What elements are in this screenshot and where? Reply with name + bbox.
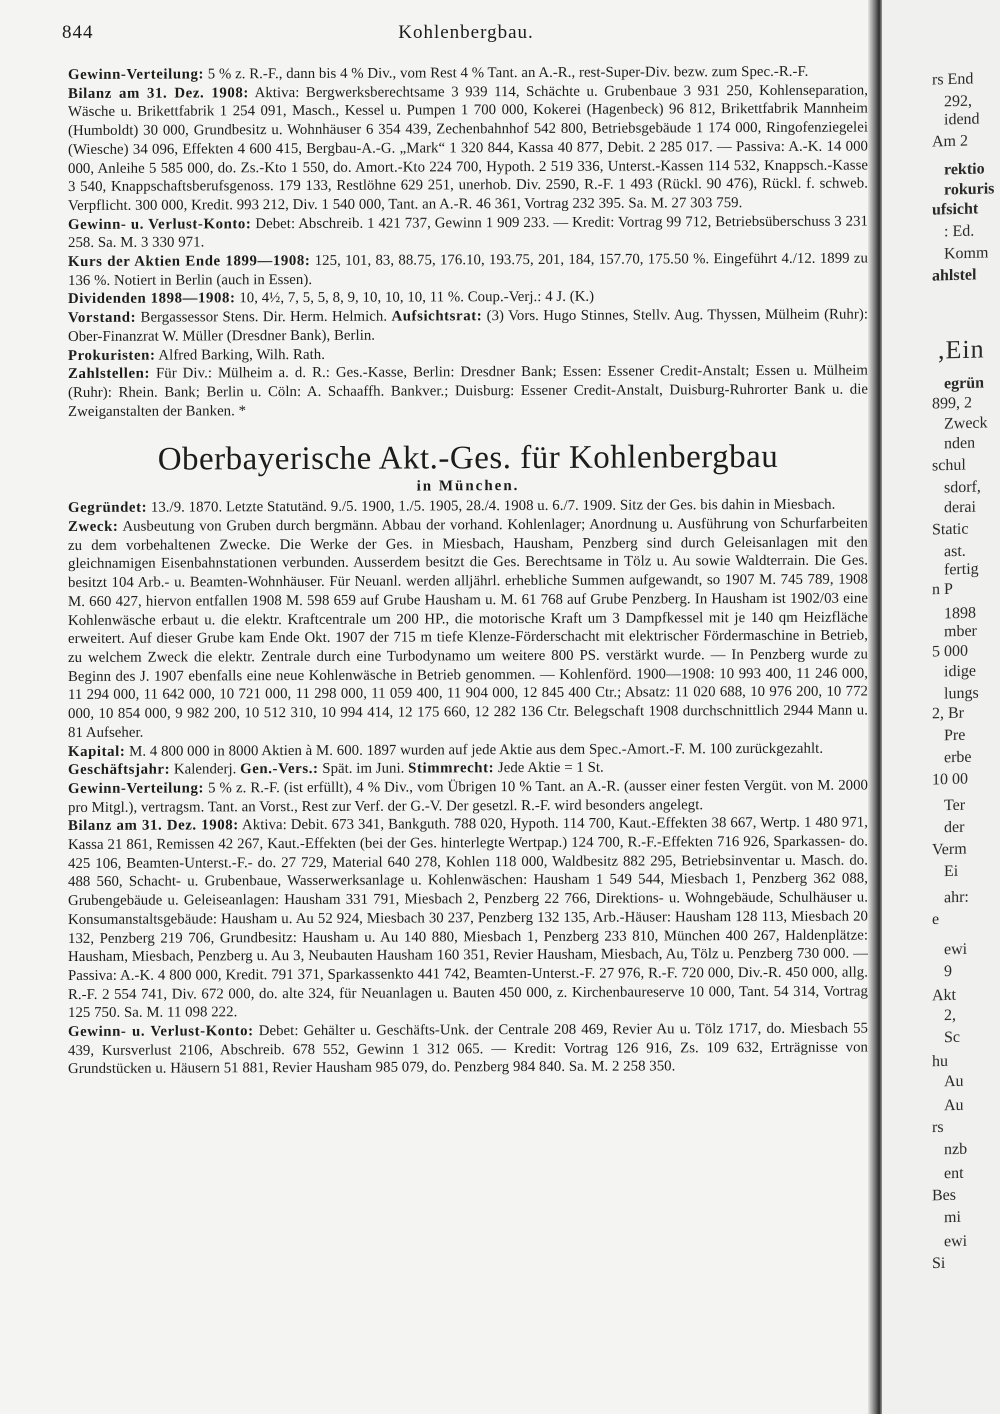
adjacent-page-fragment: ent [944,1164,964,1183]
entry-text: Für Div.: Mülheim a. d. R.: Ges.-Kasse, Berlin: Dresdner Bank; Essen: Essener Credit-Anstalt; Essen u. Mülheim (Ruhr): Rhein. Bank; Berlin u. Cöln: A. Schaaffh. Bankver.; Duisburg: Essener Credit-Anstalt, Duisburg-Ruhrorter Bank u. die Zweiganstalten der Banken. * [68,362,868,420]
company-title: Oberbayerische Akt.-Ges. für Kohlenbergbau [157,439,779,478]
adjacent-page-fragment: 5 000 [932,642,968,661]
adjacent-page-fragment: Static [932,520,969,539]
entry-label: Geschäftsjahr: [68,761,171,779]
entry-label: Gewinn- u. Verlust-Konto: [68,1023,254,1041]
entry-text: Alfred Barking, Wilh. Rath. [155,346,325,364]
entry-paragraph [68,306,868,347]
adjacent-page-fragment: Ter [944,796,966,815]
entry-text: Debet: Gehälter u. Geschäfts-Unk. der Centrale 208 469, Revier Au u. Tölz 1717, do. Miesbach 55 439, Kursverlust 2106, Abschreib. 678 552, Gewinn 1 312 065. — Kredit: Vortrag 126 916, Zs. 109 632, Erträgnisse von Grundstücken u. Häusern 51 881, Revier Hausham 985 079, do. Penzberg 984 840. Sa. M. 2 258 350. [68,1020,868,1078]
adjacent-page-fragment: rs End [932,70,974,89]
entry-label: Stimmrecht: [408,760,495,777]
adjacent-page-fragment: rektio [944,160,985,179]
adjacent-page-fragment: sdorf, [944,478,981,497]
entry-paragraph [68,515,868,743]
adjacent-page-fragment: ahr: [944,888,969,907]
adjacent-page-fragment: fertig [944,560,979,579]
adjacent-page-fragment: Au [944,1096,964,1115]
adjacent-page-fragment: hu [932,1052,948,1071]
adjacent-page-fragment: Ei [944,862,959,881]
page-number: 844 [62,22,94,43]
adjacent-page-fragment: nden [944,434,976,453]
adjacent-page-fragment: der [944,818,965,837]
adjacent-page-fragment: ahlstel [932,266,977,285]
entry-label: Prokuristen: [68,347,156,364]
adjacent-page-fragment: idend [944,110,980,129]
page-header [62,22,870,52]
company-entry [68,496,868,1079]
entry-text: Kalenderj. [170,761,241,778]
adjacent-page-fragment: Verm [932,840,967,859]
adjacent-page-fragment: 899, 2 [932,394,972,413]
entry-label: Gewinn-Verteilung: [68,66,205,83]
entry-paragraph [68,362,868,422]
adjacent-page-fragment: schul [932,456,966,475]
adjacent-page-fragment: Si [932,1254,946,1273]
entry-label: Gewinn- u. Verlust-Konto: [68,215,252,233]
adjacent-page-fragment: ,Ein [938,334,985,365]
adjacent-page-fragment: e [932,910,940,929]
entry-label: Kurs der Aktien Ende 1899—1908: [68,252,311,271]
adjacent-page-fragment: Am 2 [932,132,968,151]
entry-label: Zahlstellen: [68,365,151,383]
adjacent-page-fragment: egrün [944,374,984,393]
adjacent-page-fragment: 10 00 [932,770,968,789]
entry-text: 5 % z. R.-F. (ist erfüllt), 4 % Div., vom Übrigen 10 % Tant. an A.-R. (ausser einer festen Vergüt. von M. 2000 pro Mitgl.), vertragsm. Tant. an Vorst., Rest zur Verf. der G.-V. Der gesetzl. R.-F. wird besonders angelegt. [68,777,868,816]
entry-label: Bilanz am 31. Dez. 1908: [68,84,249,102]
entry-paragraph [68,81,868,215]
entry-paragraph [68,776,868,817]
entry-paragraph [68,250,868,291]
entry-text: Debet: Abschreib. 1 421 737, Gewinn 1 909 233. — Kredit: Vortrag 99 712, Betriebsüberschuss 3 231 258. Sa. M. 3 330 971. [68,213,868,252]
adjacent-page-fragment: Akt [932,986,956,1005]
adjacent-page-fragment: idige [944,662,976,681]
adjacent-page-fragment: derai [944,498,976,517]
adjacent-page-fragment: ewi [944,940,968,959]
adjacent-page-fragment: mi [944,1208,961,1227]
entry-text: Spät. im Juni. [318,760,409,778]
entry-text: M. 4 800 000 in 8000 Aktien à M. 600. 1897 wurden auf jede Aktie aus dem Spec.-Amort.-F. M. 100 zurückgezahlt. [125,740,824,760]
entry-text: Ausbeutung von Gruben durch bergmänn. Abbau der vorhand. Kohlenlager; Anordnung u. Ausführung von Schurfarbeiten zu dem vorbehaltenen Zwecke. Die Werke der Ges. in Miesbach, Hausham, Penzberg sind durch Geleisanlagen mit den gleichnamigen Eisenbahnstationen verbunden. Ausserdem besitzt die Ges. Berechtsame in Tölz u. Au sowie Waldterrain. Die Ges. besitzt 104 Arb.- u. Beamten-Wohnhäuser. Für Neuanl. werden alljährl. erhebliche Summen aufgewandt, so 1907 M. 745 789, 1908 M. 660 427, hiervon entfallen 1908 M. 598 659 auf Grube Hausham u. M. 61 768 auf Grube Penzberg. In Hausham ist 1902/03 eine Kohlenwäsche erbaut u. die elektr. Kraftcentrale um 200 HP., die motorische Kraft um 3 Dampfkessel mit je 140 qm Heizfläche erweitert. Auf dieser Grube kam Ende Okt. 1907 der 715 m tiefe Klenze-Förderschacht mit elektrischer Fördermaschine in Betrieb, zu welchem Zweck die elektr. Zentrale durch eine Turbodynamo um weitere 800 PS. verstärkt wurde. — In Penzberg wurde zu Beginn des J. 1907 ebenfalls eine neue Kohlenwäsche in Betrieb genommen. — Kohlenförd. 1900—1908: 10 993 400, 11 246 000, 11 294 000, 11 642 000, 10 721 000, 11 298 000, 11 059 400, 11 904 000, 12 845 400 Ctr.; Absatz: 11 020 688, 10 976 200, 10 772 000, 10 854 000, 9 982 200, 10 512 310, 10 994 414, 12 175 660, 12 282 136 Ctr. Belegschaft 1908 durchschnittlich 2944 Mann u. 81 Aufseher. [68,515,868,741]
adjacent-page-fragment: Bes [932,1186,956,1205]
adjacent-page-fragment: Au [944,1072,964,1091]
company-subtitle: in München. [416,478,520,495]
running-head: Kohlenbergbau. [398,22,534,43]
entry-paragraph [68,814,868,1023]
adjacent-page-edge [882,0,1000,1414]
adjacent-page-fragment: Pre [944,726,966,745]
adjacent-page-fragment: nzb [944,1140,968,1159]
book-gutter [868,0,882,1414]
entry-text: Aktiva: Bergwerksberechtsame 3 939 114, Schächte u. Grubenbaue 3 931 250, Kohlenseparation, Wäsche u. Brikettfabrik 1 254 091, Masch., Kessel u. Pumpen 1 700 000, Kokerei (Hagenbeck) 96 812, Brikettfabrik Mannheim (Humboldt) 30 000, Grundbesitz u. Wohnhäuser 6 354 439, Zechenbahnhof 542 800, Betriebsgebäude 1 174 000, Ringofenziegelei (Wiesche) 34 096, Effekten 4 600 415, Bergbau-A.-G. „Mark“ 1 320 844, Kassa 40 877, Debit. 2 285 017. — Passiva: A.-K. 14 000 000, Anleihe 5 585 000, do. Zs.-Kto 1 550, do. Amort.-Kto 224 700, Hypoth. 2 519 336, Unterst.-Kassen 114 532, Knappsch.-Kasse 3 540, Knappschaftsberufsgenoss. 179 133, Restlöhne 629 251, unerhob. Div. 2590, R.-F. 1 493 (Rückl. 90 476), Rückl. f. schweb. Verpflicht. 300 000, Kredit. 993 212, Div. 1 540 000, Tant. an A.-R. 46 361, Vortrag 232 395. Sa. M. 27 303 759. [68,82,868,214]
adjacent-page-fragment: mber [944,622,977,641]
entry-text: Aktiva: Debit. 673 341, Bankguth. 788 020, Hypoth. 114 700, Kaut.-Effekten 38 667, Wertp. 1 480 971, Kassa 21 861, Remissen 42 267, Kaut.-Effekten (bei der Ges. hinterlegte Wertpap.) 124 700, R.-F.-Effekten 716 926, Sparkassen- do. 425 106, Beamten-Unterst.-F.- do. 27 729, Material 640 278, Kohlen 118 000, Waldbesitz 882 295, Betriebsinventar u. Masch. do. 488 560, Schacht- u. Grubenbaue, Wasserwerksanlage u. Kohlenwäschen: Hausham 1 549 544, Miesbach 1, Penzberg 362 088, Grubengebäude u. Geleiseanlagen: Hausham 331 791, Miesbach 2, Penzberg 22 766, Direktions- u. Wohngebäude, Schulhäuser u. Konsumanstaltsgebäude: Hausham u. Au 52 924, Miesbach 30 237, Penzberg 132 135, Arb.-Häuser: Hausham 128 113, Miesbach 20 132, Penzberg 219 706, Grundbesitz: Hausham u. Au 140 880, Miesbach 1, Penzberg 233 810, München 400 267, Haldenplätze: Hausham, Miesbach, Penzberg u. Au 3, Neubauten Hausham 160 351, Revier Hausham, Miesbach, Au, Tölz u. Penzberg 730 000. — Passiva: A.-K. 4 800 000, Kredit. 791 371, Sparkassenkto 441 742, Beamten-Unterst.-F. 27 976, R.-F. 720 000, Div.-R. 450 000, allg. R.-F. 2 554 741, Div. 672 000, do. alte 324, für Neuanlagen u. Bauten 450 000, z. Kirchenbaureserve 10 000, Tant. 54 314, Vortrag 125 750. Sa. M. 11 098 222. [68,814,868,1022]
adjacent-page-fragment: 2, Br [932,704,964,723]
entry-label: Zweck: [68,518,119,536]
entry-label: Gen.-Vers.: [240,761,319,778]
adjacent-page-fragment: lungs [944,684,979,703]
adjacent-page-fragment: Komm [944,244,989,263]
adjacent-page-fragment: ast. [944,542,966,561]
text-column [68,63,868,1414]
adjacent-page-fragment: Sc [944,1028,960,1047]
adjacent-page-fragment: ufsicht [932,200,979,219]
entry-text: (3) Vors. Hugo Stinnes, Stellv. Aug. Thyssen, Mülheim (Ruhr): Ober-Finanzrat W. Müller (Dresdner Bank), Berlin. [68,306,868,345]
adjacent-page-fragment: 9 [944,962,952,981]
adjacent-page-fragment: 292, [944,92,972,111]
entry-text: Jede Aktie = 1 St. [494,759,604,777]
adjacent-page-fragment: Zweck [944,414,988,433]
adjacent-page-fragment: rokuris [944,180,995,199]
entry-label: Bilanz am 31. Dez. 1908: [68,817,239,835]
adjacent-page-fragment: 1898 [944,604,976,623]
entry-label: Aufsichtsrat: [391,308,483,325]
entry-text: 5 % z. R.-F., dann bis 4 % Div., vom Rest 4 % Tant. an A.-R., rest-Super-Div. bezw. zum Spec.-R.-F. [204,63,809,83]
entry-label: Kapital: [68,743,126,760]
entry-text: 125, 101, 83, 88.75, 176.10, 193.75, 201, 184, 157.70, 175.50 %. Eingeführt 4./12. 1899 zu 136 %. Notiert in Berlin (auch in Essen). [68,250,868,289]
adjacent-page-fragment: n P [932,580,953,599]
entry-label: Dividenden 1898—1908: [68,290,236,308]
entry-paragraph [68,739,868,761]
adjacent-page-fragment: erbe [944,748,972,767]
entry-label: Gewinn-Verteilung: [68,780,205,797]
entry-text: Bergassessor Stens. Dir. Herm. Helmich. [136,308,392,326]
entry-label: Gegründet: [68,500,148,517]
entry-paragraph [68,212,868,253]
adjacent-page-fragment: : Ed. [944,222,975,241]
entry-label: Vorstand: [68,309,137,327]
adjacent-page-fragment: rs [932,1118,944,1137]
adjacent-page-fragment: 2, [944,1006,956,1025]
entry-paragraph [68,1020,868,1080]
entry-text: 10, 4½, 7, 5, 5, 8, 9, 10, 10, 10, 11 %. Coup.-Verj.: 4 J. (K.) [235,289,595,307]
previous-company-entry [68,63,868,422]
entry-text: 13./9. 1870. Letzte Statutänd. 9./5. 1900, 1./5. 1905, 28./4. 1908 u. 6./7. 1909. Sitz der Ges. bis dahin in Miesbach. [147,497,836,517]
adjacent-page-fragment: ewi [944,1232,968,1251]
